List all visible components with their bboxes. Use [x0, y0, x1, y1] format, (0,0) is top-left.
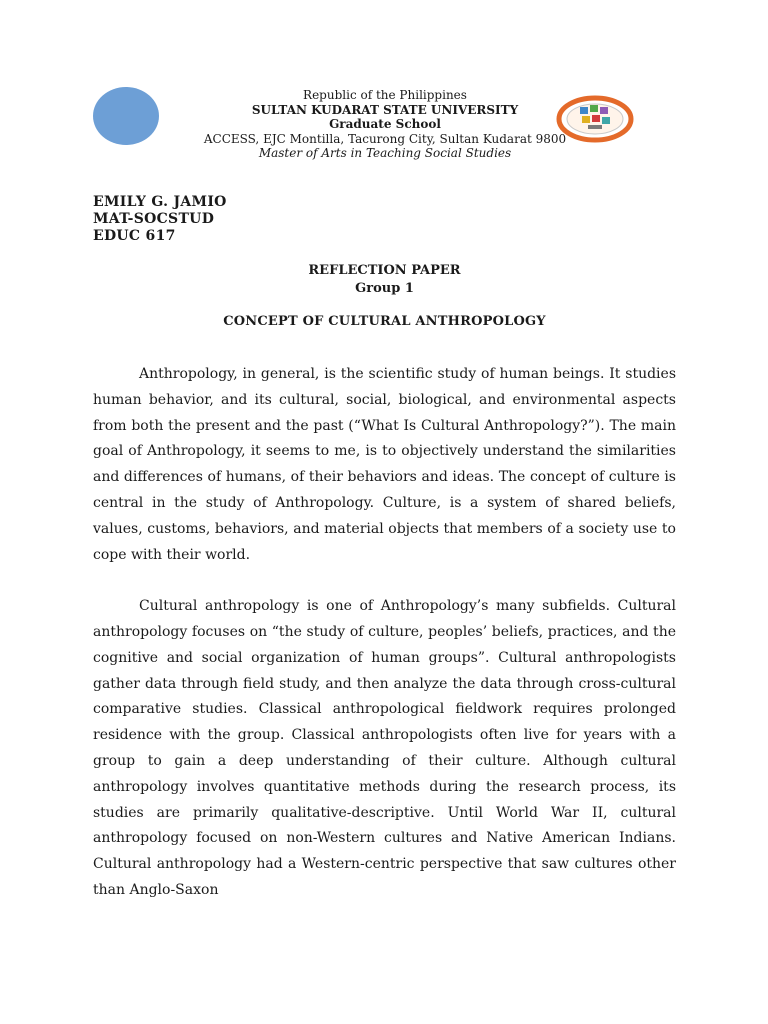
author-program: MAT-SOCSTUD — [93, 211, 215, 227]
paper-group: Group 1 — [355, 281, 414, 296]
address-line: ACCESS, EJC Montilla, Tacurong City, Sultan Kudarat 9800 — [203, 131, 567, 146]
author-course: EDUC 617 — [93, 228, 176, 244]
program-line: Master of Arts in Teaching Social Studies — [258, 146, 512, 160]
body-text — [93, 362, 676, 930]
paper-title-block — [93, 262, 676, 298]
republic-line: Republic of the Philippines — [303, 88, 467, 102]
school-name: Graduate School — [329, 117, 441, 131]
university-name: SULTAN KUDARAT STATE UNIVERSITY — [251, 102, 519, 117]
paper-type: REFLECTION PAPER — [308, 263, 461, 278]
author-block — [93, 194, 227, 245]
author-name: EMILY G. JAMIO — [93, 194, 227, 210]
document-header — [150, 88, 620, 161]
paper-title: CONCEPT OF CULTURAL ANTHROPOLOGY — [223, 314, 546, 329]
paragraph-1: Anthropology, in general, is the scientific study of human beings. It studies human behavior, and its cultural, social, biological, and environmental aspects from both the present and the past (“What Is Cultural Anthropology?”). The main goal of Anthropology, it seems to me, is to objectively understand the similarities and differences of humans, of their behaviors and ideas. The concept of culture is central in the study of Anthropology. Culture, is a system of shared beliefs, values, customs, behaviors, and material objects that members of a society use to cope with their world. — [93, 366, 676, 563]
paragraph-2: Cultural anthropology is one of Anthropology’s many subfields. Cultural anthropology focuses on “the study of culture, peoples’ beliefs, practices, and the cognitive and social organization of human groups”. Cultural anthropologists gather data through field study, and then analyze the data through cross-cultural comparative studies. Classical anthropological fieldwork requires prolonged residence with the group. Classical anthropologists often live for years with a group to gain a deep understanding of their culture. Although cultural anthropology involves quantitative methods during the research process, its studies are primarily qualitative-descriptive. Until World War II, cultural anthropology focused on non-Western cultures and Native American Indians. Cultural anthropology had a Western-centric perspective that saw cultures other than Anglo-Saxon — [93, 598, 676, 898]
